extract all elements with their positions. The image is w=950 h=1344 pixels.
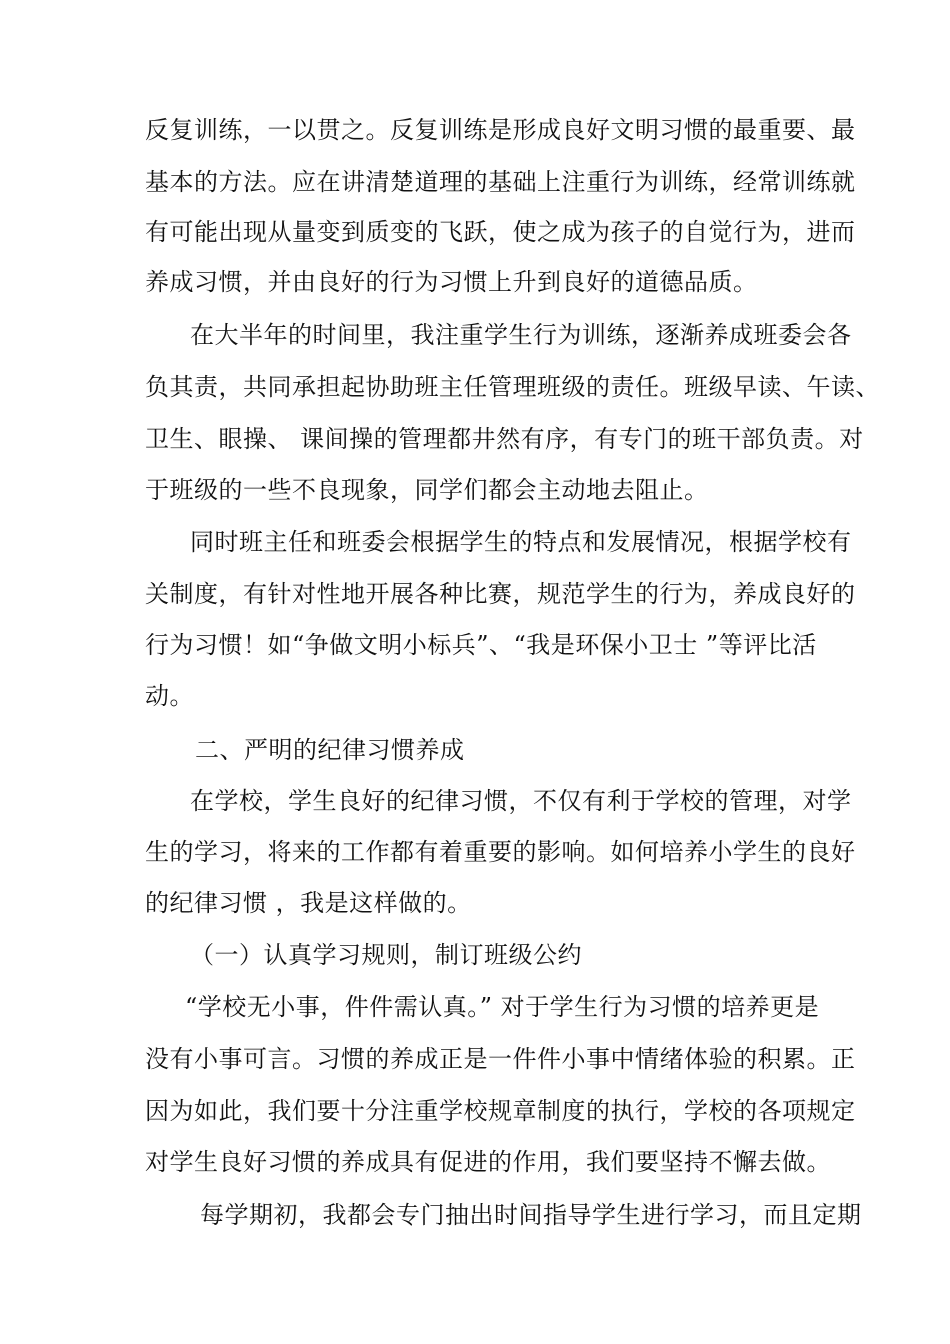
text-line: 每学期初，我都会专门抽出时间指导学生进行学习，而且定期 <box>200 1201 862 1229</box>
text-line: 基本的方法。应在讲清楚道理的基础上注重行为训练，经常训练就 <box>145 168 856 196</box>
text-line: 反复训练，一以贯之。反复训练是形成良好文明习惯的最重要、最 <box>145 116 856 144</box>
text-line: 在大半年的时间里，我注重学生行为训练，逐渐养成班委会各 <box>190 321 852 349</box>
section-heading: 二、严明的纪律习惯养成 <box>195 736 465 764</box>
text-line: 因为如此，我们要十分注重学校规章制度的执行，学校的各项规定 <box>145 1097 856 1125</box>
text-line: 于班级的一些不良现象，同学们都会主动地去阻止。 <box>145 476 709 504</box>
text-line: 卫生、眼操、 课间操的管理都井然有序，有专门的班干部负责。对 <box>145 425 864 453</box>
text-line: 对学生良好习惯的养成具有促进的作用，我们要坚持不懈去做。 <box>145 1148 831 1176</box>
text-line: “学校无小事，件件需认真。” 对于学生行为习惯的培养更是 <box>185 993 820 1021</box>
text-line: 的纪律习惯 ，我是这样做的。 <box>145 889 472 917</box>
text-line: 没有小事可言。习惯的养成正是一件件小事中情绪体验的积累。正 <box>145 1045 856 1073</box>
text-line: 生的学习，将来的工作都有着重要的影响。如何培养小学生的良好 <box>145 838 856 866</box>
text-line: 有可能出现从量变到质变的飞跃，使之成为孩子的自觉行为，进而 <box>145 218 856 246</box>
subsection-heading: （一）认真学习规则，制订班级公约 <box>190 941 582 969</box>
text-line: 负其责，共同承担起协助班主任管理班级的责任。班级早读、午读、 <box>145 373 880 401</box>
text-line: 在学校，学生良好的纪律习惯，不仅有利于学校的管理，对学 <box>190 787 852 815</box>
text-line: 同时班主任和班委会根据学生的特点和发展情况，根据学校有 <box>190 528 852 556</box>
text-line: 关制度，有针对性地开展各种比赛，规范学生的行为，养成良好的 <box>145 580 856 608</box>
text-line: 行为习惯！如“争做文明小标兵”、“我是环保小卫士 ”等评比活 <box>145 631 817 659</box>
text-line: 动。 <box>145 682 194 710</box>
text-line: 养成习惯，并由良好的行为习惯上升到良好的道德品质。 <box>145 268 758 296</box>
